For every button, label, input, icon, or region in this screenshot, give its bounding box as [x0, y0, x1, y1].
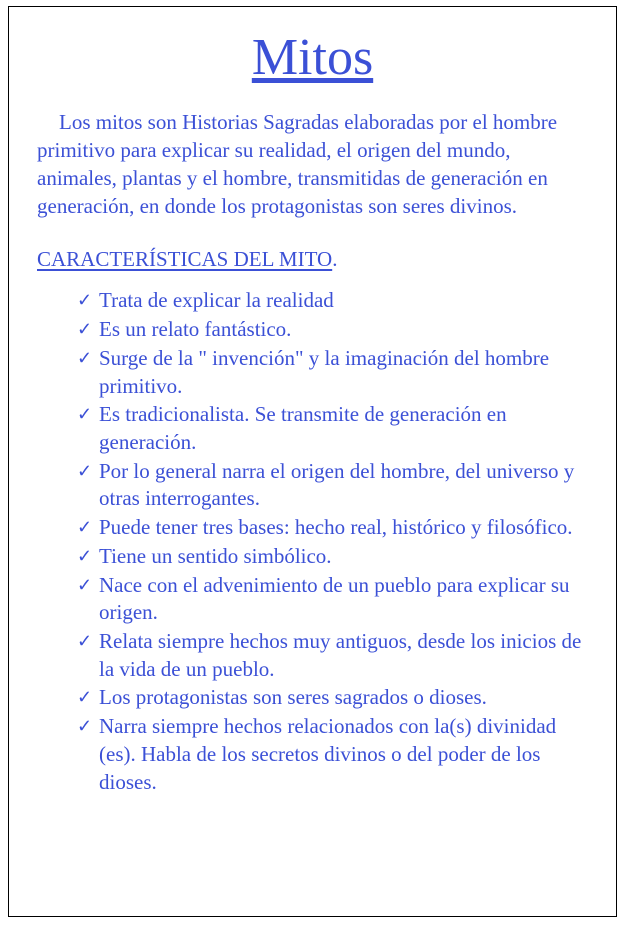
check-icon: ✓ — [77, 631, 93, 652]
list-item-label: Narra siempre hechos relacionados con la(s) divinidad (es). Habla de los secretos divinos o del poder de los dioses. — [99, 714, 557, 794]
list-item-label: Tiene un sentido simbólico. — [99, 543, 332, 568]
check-icon: ✓ — [77, 687, 93, 708]
check-icon: ✓ — [77, 545, 93, 566]
check-icon: ✓ — [77, 290, 93, 311]
page-title-text: Mitos — [251, 29, 374, 86]
list-item-label: Trata de explicar la realidad — [99, 288, 334, 313]
document-sheet — [8, 6, 617, 917]
check-icon: ✓ — [77, 347, 93, 368]
section-heading-period: . — [332, 247, 338, 272]
check-icon: ✓ — [77, 319, 93, 340]
features-list — [37, 287, 588, 796]
list-item — [77, 543, 588, 571]
list-item — [77, 628, 588, 683]
list-item — [77, 713, 588, 796]
list-item — [77, 572, 588, 627]
list-item — [77, 345, 588, 400]
list-item — [77, 401, 588, 456]
list-item-label: Por lo general narra el origen del hombre, del universo y otras interrogantes. — [99, 458, 575, 511]
list-item-label: Relata siempre hechos muy antiguos, desde los inicios de la vida de un pueblo. — [99, 629, 582, 681]
section-heading — [37, 246, 588, 273]
list-item — [77, 287, 588, 315]
list-item-label: Es un relato fantástico. — [99, 317, 292, 342]
check-icon: ✓ — [77, 460, 93, 481]
list-item-label: Es tradicionalista. Se transmite de generación en generación. — [99, 402, 507, 454]
list-item — [77, 514, 588, 542]
section-heading-text: CARACTERÍSTICAS DEL MITO — [37, 247, 333, 272]
check-icon: ✓ — [77, 404, 93, 425]
list-item — [77, 684, 588, 712]
intro-paragraph: Los mitos son Historias Sagradas elaboradas por el hombre primitivo para explicar su realidad, el origen del mundo, animales, plantas y el hombre, transmitidas de generación en generación, en donde los protagonistas son seres divinos. — [37, 109, 558, 218]
page-title — [37, 31, 588, 86]
list-item — [77, 316, 588, 344]
list-item-label: Puede tener tres bases: hecho real, histórico y filosófico. — [99, 515, 573, 540]
check-icon: ✓ — [77, 716, 93, 737]
check-icon: ✓ — [77, 574, 93, 595]
list-item-label: Surge de la " invención" y la imaginación del hombre primitivo. — [99, 345, 550, 398]
list-item — [77, 458, 588, 513]
list-item-label: Nace con el advenimiento de un pueblo para explicar su origen. — [99, 572, 570, 625]
check-icon: ✓ — [77, 517, 93, 538]
list-item-label: Los protagonistas son seres sagrados o dioses. — [99, 685, 487, 710]
